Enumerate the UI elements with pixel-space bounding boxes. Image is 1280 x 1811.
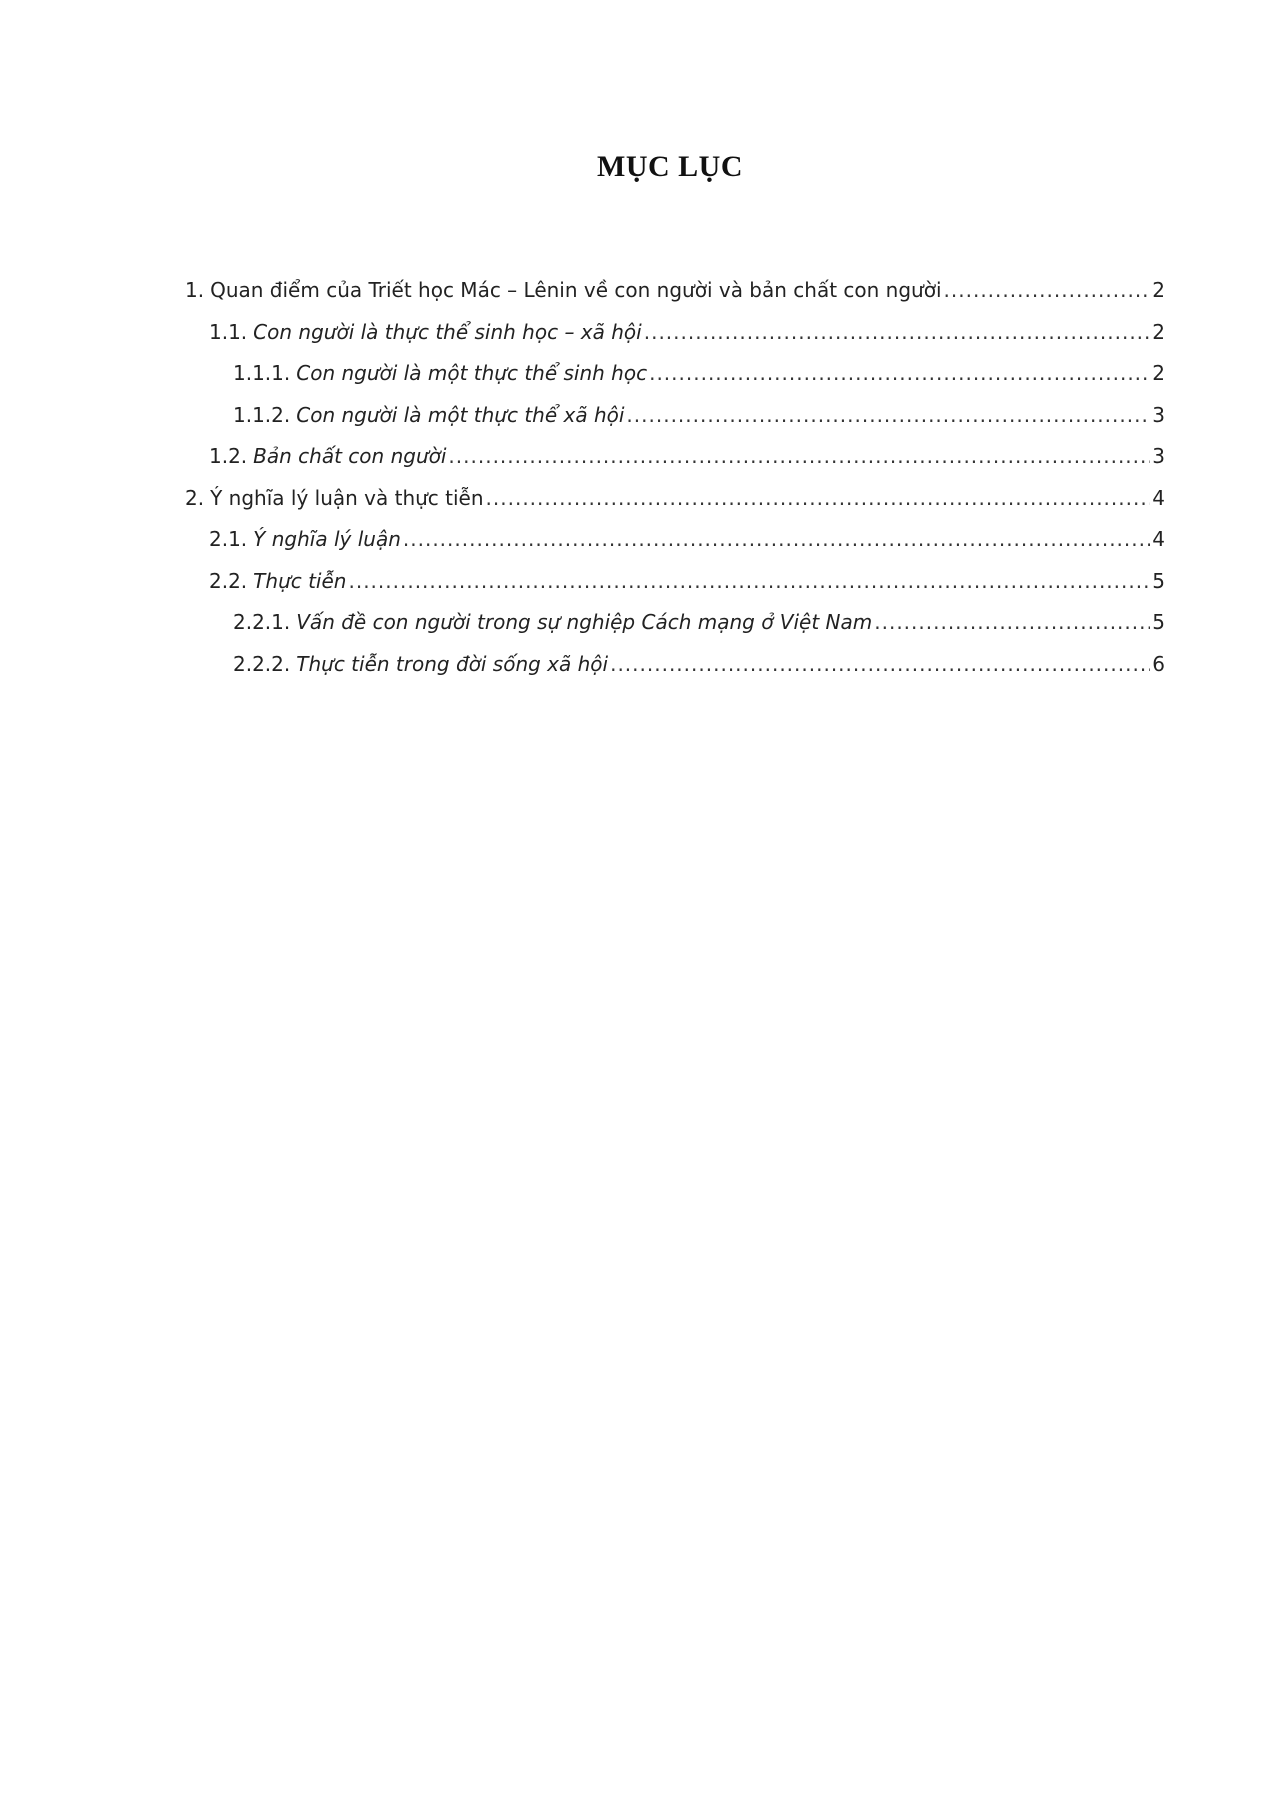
page-title: MỤC LỤC	[597, 150, 743, 183]
toc-entry-title: Quan điểm của Triết học Mác – Lênin về con người và bản chất con người	[210, 278, 942, 302]
toc-entry-title: Con người là một thực thể sinh học	[296, 361, 648, 385]
toc-entry-2-2-1[interactable]	[185, 602, 1165, 644]
dot-leader	[348, 561, 1150, 603]
toc-entry-page: 2	[1152, 278, 1165, 302]
toc-entry-title: Ý nghĩa lý luận	[253, 527, 401, 551]
dot-leader	[403, 519, 1150, 561]
toc-entry-2-2-2[interactable]	[185, 644, 1165, 686]
toc-entry-number: 1.	[185, 278, 205, 302]
dot-leader	[644, 312, 1151, 354]
toc-entry-page: 4	[1152, 527, 1165, 551]
toc-entry-page: 2	[1152, 319, 1165, 344]
dot-leader	[874, 602, 1150, 644]
toc-entry-title: Thực tiễn	[253, 568, 347, 593]
toc-entry-number: 1.1.1.	[233, 361, 291, 385]
toc-entry-2-2[interactable]	[185, 561, 1165, 603]
dot-leader	[649, 353, 1150, 395]
dot-leader	[610, 644, 1150, 686]
dot-leader	[448, 436, 1150, 478]
toc-entry-title: Con người là thực thể sinh học – xã hội	[253, 319, 642, 344]
toc-entry-1-2[interactable]	[185, 436, 1165, 478]
toc-entry-number: 1.1.	[209, 319, 248, 344]
toc-entry-page: 3	[1152, 402, 1165, 427]
toc-entry-number: 2.1.	[209, 527, 248, 551]
toc-entry-page: 6	[1152, 651, 1165, 676]
dot-leader	[944, 270, 1151, 312]
toc-entry-page: 5	[1152, 610, 1165, 634]
toc-entry-title: Bản chất con người	[253, 444, 447, 468]
table-of-contents	[185, 270, 1165, 685]
toc-entry-2-1[interactable]	[185, 519, 1165, 561]
toc-entry-page: 3	[1152, 444, 1165, 468]
toc-entry-2[interactable]	[185, 478, 1165, 520]
toc-entry-page: 4	[1152, 485, 1165, 510]
dot-leader	[486, 478, 1151, 520]
toc-entry-1-1-2[interactable]	[185, 395, 1165, 437]
toc-entry-page: 2	[1152, 361, 1165, 385]
toc-entry-number: 2.2.	[209, 568, 248, 593]
toc-entry-1-1-1[interactable]	[185, 353, 1165, 395]
toc-entry-title: Ý nghĩa lý luận và thực tiễn	[210, 485, 484, 510]
toc-entry-number: 2.2.1.	[233, 610, 291, 634]
toc-entry-title: Con người là một thực thể xã hội	[296, 402, 625, 427]
toc-entry-number: 1.1.2.	[233, 402, 291, 427]
toc-entry-1-1[interactable]	[185, 312, 1165, 354]
toc-entry-title: Vấn đề con người trong sự nghiệp Cách mạng ở Việt Nam	[296, 610, 873, 634]
toc-entry-number: 2.	[185, 485, 205, 510]
toc-entry-page: 5	[1152, 568, 1165, 593]
toc-entry-number: 2.2.2.	[233, 651, 291, 676]
toc-entry-number: 1.2.	[209, 444, 248, 468]
dot-leader	[626, 395, 1150, 437]
toc-entry-1[interactable]	[185, 270, 1165, 312]
toc-entry-title: Thực tiễn trong đời sống xã hội	[296, 651, 609, 676]
